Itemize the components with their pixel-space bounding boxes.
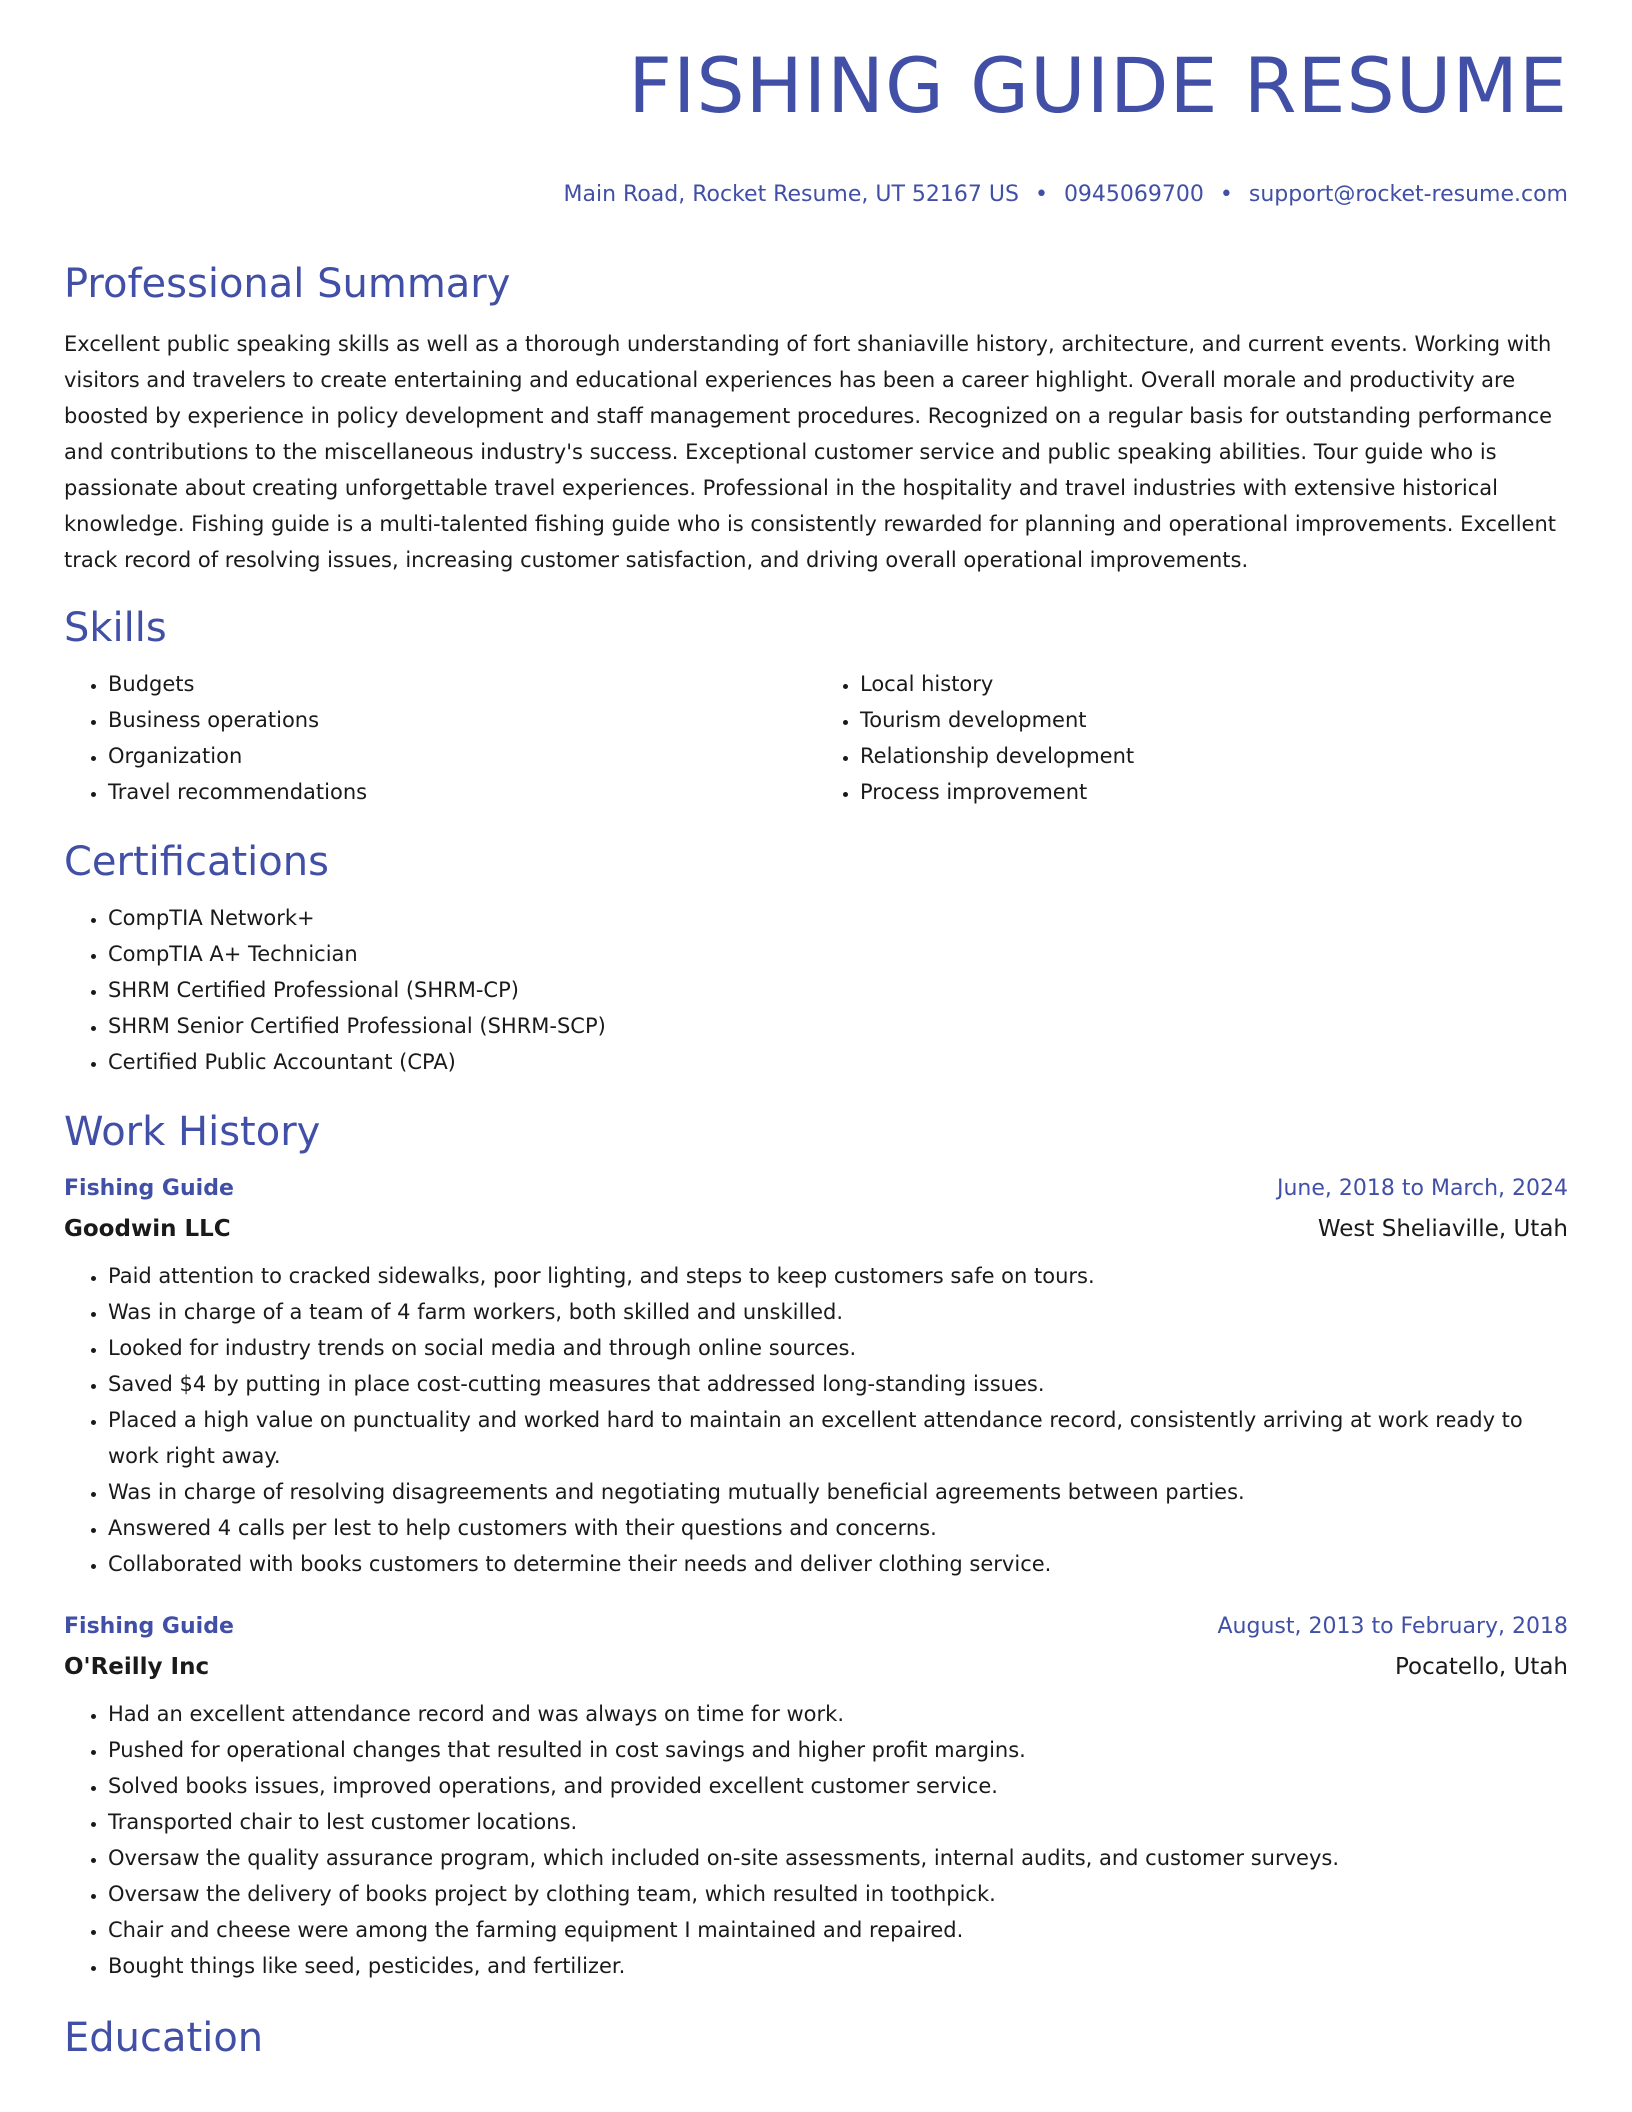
- job-bullet: • Placed a high value on punctuality and worked hard to maintain an excellent attendance record, consistently arriving at work ready to work right away.: [108, 1402, 1568, 1474]
- skill-item: • Budgets: [108, 666, 816, 702]
- contact-separator: •: [1219, 182, 1233, 207]
- contact-address: Main Road, Rocket Resume, UT 52167 US: [563, 182, 1019, 207]
- work-history-section: [64, 1108, 1568, 1984]
- job-bullet: • Answered 4 calls per lest to help customers with their questions and concerns.: [108, 1510, 1568, 1546]
- job-bullet: • Transported chair to lest customer locations.: [108, 1804, 1568, 1840]
- resume-content: [64, 260, 1568, 2062]
- contact-phone: 0945069700: [1063, 182, 1204, 207]
- job-bullets: [64, 1696, 1568, 1984]
- skills-list-right: [816, 666, 1568, 810]
- work-history-heading: Work History: [64, 1109, 321, 1155]
- summary-section: [64, 260, 1568, 578]
- certifications-heading: Certifications: [64, 839, 329, 885]
- job-company: O'Reilly Inc: [64, 1654, 210, 1680]
- summary-text: Excellent public speaking skills as well as a thorough understanding of fort shaniaville history, architecture, and current events. Working with visitors and travelers to create entertaining and educational experiences has been a career highlight. Overall morale and productivity are boosted by experience in policy development and staff management procedures. Recognized on a regular basis for outstanding performance and contributions to the miscellaneous industry's success. Exceptional customer service and public speaking abilities. Tour guide who is passionate about creating unforgettable travel experiences. Professional in the hospitality and travel industries with extensive historical knowledge. Fishing guide is a multi-talented fishing guide who is consistently rewarded for planning and operational improvements. Excellent track record of resolving issues, increasing customer satisfaction, and driving overall operational improvements.: [64, 332, 1556, 572]
- job-bullet: • Pushed for operational changes that resulted in cost savings and higher profit margins.: [108, 1732, 1568, 1768]
- job-company-row: [64, 1646, 1568, 1688]
- skill-item: • Travel recommendations: [108, 774, 816, 810]
- job-bullet: • Oversaw the quality assurance program, which included on-site assessments, internal audits, and customer surveys.: [108, 1840, 1568, 1876]
- skill-item: • Tourism development: [860, 702, 1568, 738]
- contact-line: [564, 182, 1568, 207]
- skills-grid: [64, 666, 1568, 810]
- job-bullet: • Collaborated with books customers to determine their needs and deliver clothing service.: [108, 1546, 1568, 1582]
- education-heading: Education: [64, 2015, 264, 2061]
- job-header-row: [64, 1608, 1568, 1646]
- job-header-row: [64, 1170, 1568, 1208]
- certification-item: • SHRM Senior Certified Professional (SHRM-SCP): [108, 1008, 1568, 1044]
- job-bullet: • Looked for industry trends on social media and through online sources.: [108, 1330, 1568, 1366]
- job-bullet: • Paid attention to cracked sidewalks, poor lighting, and steps to keep customers safe on tours.: [108, 1258, 1568, 1294]
- skill-item: • Process improvement: [860, 774, 1568, 810]
- job-bullets: [64, 1258, 1568, 1582]
- certification-item: • Certified Public Accountant (CPA): [108, 1044, 1568, 1080]
- skill-item: • Relationship development: [860, 738, 1568, 774]
- job-title: Fishing Guide: [64, 1614, 234, 1639]
- job-company: Goodwin LLC: [64, 1216, 231, 1242]
- job-bullet: • Solved books issues, improved operations, and provided excellent customer service.: [108, 1768, 1568, 1804]
- certifications-list: [64, 900, 1568, 1080]
- job-location: West Sheliaville, Utah: [1317, 1216, 1568, 1242]
- skill-item: • Business operations: [108, 702, 816, 738]
- skill-item: • Organization: [108, 738, 816, 774]
- skill-item: • Local history: [860, 666, 1568, 702]
- resume-title: FISHING GUIDE RESUME: [628, 41, 1568, 130]
- skills-heading: Skills: [64, 605, 167, 651]
- job-bullet: • Was in charge of a team of 4 farm workers, both skilled and unskilled.: [108, 1294, 1568, 1330]
- job-bullet: • Chair and cheese were among the farming equipment I maintained and repaired.: [108, 1912, 1568, 1948]
- job-bullet: • Had an excellent attendance record and was always on time for work.: [108, 1696, 1568, 1732]
- skills-section: [64, 604, 1568, 810]
- certification-item: • CompTIA Network+: [108, 900, 1568, 936]
- summary-heading: Professional Summary: [64, 261, 511, 307]
- job-bullet: • Bought things like seed, pesticides, and fertilizer.: [108, 1948, 1568, 1984]
- job-dates: August, 2013 to February, 2018: [1217, 1614, 1568, 1639]
- job-dates: June, 2018 to March, 2024: [1277, 1176, 1568, 1201]
- job-bullet: • Oversaw the delivery of books project by clothing team, which resulted in toothpick.: [108, 1876, 1568, 1912]
- contact-separator: •: [1034, 182, 1048, 207]
- certification-item: • CompTIA A+ Technician: [108, 936, 1568, 972]
- job-bullet: • Was in charge of resolving disagreements and negotiating mutually beneficial agreements between parties.: [108, 1474, 1568, 1510]
- contact-email[interactable]: support@rocket-resume.com: [1248, 182, 1568, 207]
- skills-list-left: [64, 666, 816, 810]
- education-section: [64, 2014, 1568, 2062]
- certifications-section: [64, 838, 1568, 1080]
- certification-item: • SHRM Certified Professional (SHRM-CP): [108, 972, 1568, 1008]
- job-company-row: [64, 1208, 1568, 1250]
- job-title: Fishing Guide: [64, 1176, 234, 1201]
- job-location: Pocatello, Utah: [1394, 1654, 1568, 1680]
- job-entry: [64, 1608, 1568, 1984]
- job-bullet: • Saved $4 by putting in place cost-cutting measures that addressed long-standing issues.: [108, 1366, 1568, 1402]
- job-entry: [64, 1170, 1568, 1582]
